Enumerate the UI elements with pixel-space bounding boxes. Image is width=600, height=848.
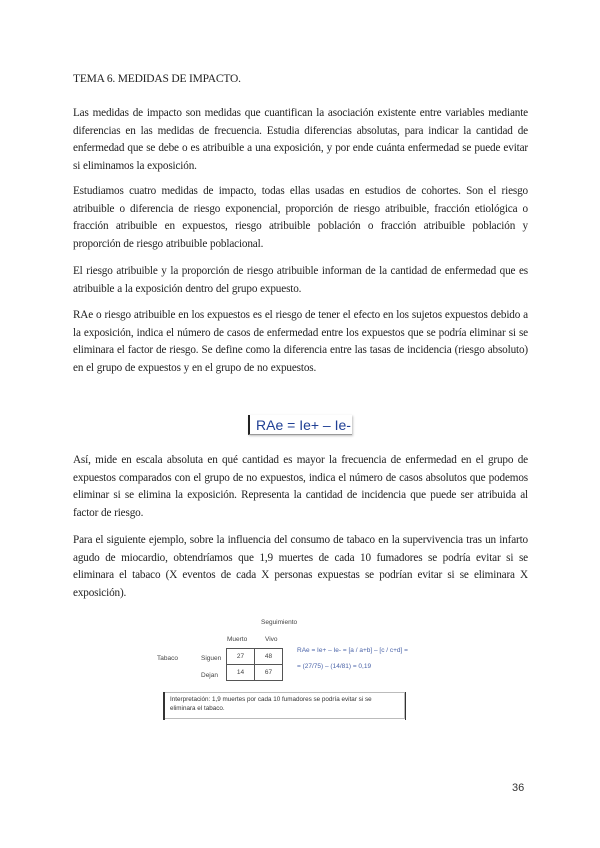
followup-header: Seguimiento — [261, 619, 298, 626]
row-label-quit: Dejan — [201, 672, 218, 679]
paragraph-absolute-scale: Así, mide en escala absoluta en qué cantidad es mayor la frecuencia de enfermedad en el grupo de expuestos comparados con el grupo de no expuestos, indica el número de casos absolutos que podemos eliminar si se elimina la exposición. Representa la cantidad de incidencia que puede ser atribuida al factor de riesgo. — [73, 454, 528, 519]
paragraph-example: Para el siguiente ejemplo, sobre la influencia del consumo de tabaco en la supervivencia tras un infarto agudo de miocardio, obtendríamos que 1,9 muertes de cada 10 fumadores se podría evitar si se eliminara el tabaco (X eventos de cada X personas expuestas se podrían evitar si se eliminara X exposición). — [73, 534, 528, 599]
rae-formula: RAe = Ie+ – Ie- — [248, 415, 352, 435]
cell-continue-alive: 48 — [254, 648, 283, 665]
interpretation-left-rule — [163, 692, 165, 720]
interpretation-box: Interpretación: 1,9 muertes por cada 10 fumadores se podría evitar si se eliminara el tabaco. — [163, 692, 405, 719]
example-table-figure — [155, 616, 427, 721]
col-header-dead: Muerto — [227, 636, 248, 643]
row-group-label: Tabaco — [157, 655, 178, 662]
interpretation-right-rule — [405, 692, 406, 720]
cell-continue-dead: 27 — [226, 648, 255, 665]
col-header-alive: Vivo — [265, 636, 278, 643]
page-number: 36 — [512, 782, 525, 794]
paragraph-impact-measures-definition: Las medidas de impacto son medidas que cuantifican la asociación existente entre variables mediante diferencias en las medidas de frecuencia. Estudia diferencias absolutas, para indicar la cantidad de enfermedad que se debe o es atribuible a una exposición, y por ende cuánta enfermedad se puede evitar si eliminamos la exposición. — [73, 107, 528, 172]
paragraph-rae-definition: RAe o riesgo atribuible en los expuestos es el riesgo de tener el efecto en los sujetos expuestos debido a la exposición, indica el número de casos de enfermedad entre los expuestos que se podría eliminar si se eliminara el factor de riesgo. Se define como la diferencia entre las tasas de incidencia (riesgo absoluto) en el grupo de expuestos y en el grupo de no expuestos. — [73, 309, 528, 374]
cell-quit-alive: 67 — [254, 664, 283, 681]
calc-line-1: RAe = Ie+ – Ie- = [a / a+b] – [c / c+d] = — [297, 647, 408, 654]
paragraph-four-measures: Estudiamos cuatro medidas de impacto, todas ellas usadas en estudios de cohortes. Son el riesgo atribuible o diferencia de riesgo exponencial, proporción de riesgo atribuible, fracción etiológica o fracción atribuible en expuestos, riesgo atribuible población o fracción atribuible población y proporción de riesgo atribuible poblacional. — [73, 185, 528, 250]
cell-quit-dead: 14 — [226, 664, 255, 681]
paragraph-attributable-risk-info: El riesgo atribuible y la proporción de riesgo atribuible informan de la cantidad de enfermedad que es atribuible a la exposición dentro del grupo expuesto. — [73, 265, 528, 295]
calc-line-2: = (27/75) – (14/81) = 0,19 — [297, 663, 372, 670]
page-title: TEMA 6. MEDIDAS DE IMPACTO. — [73, 73, 241, 85]
row-label-continue: Siguen — [201, 655, 222, 662]
